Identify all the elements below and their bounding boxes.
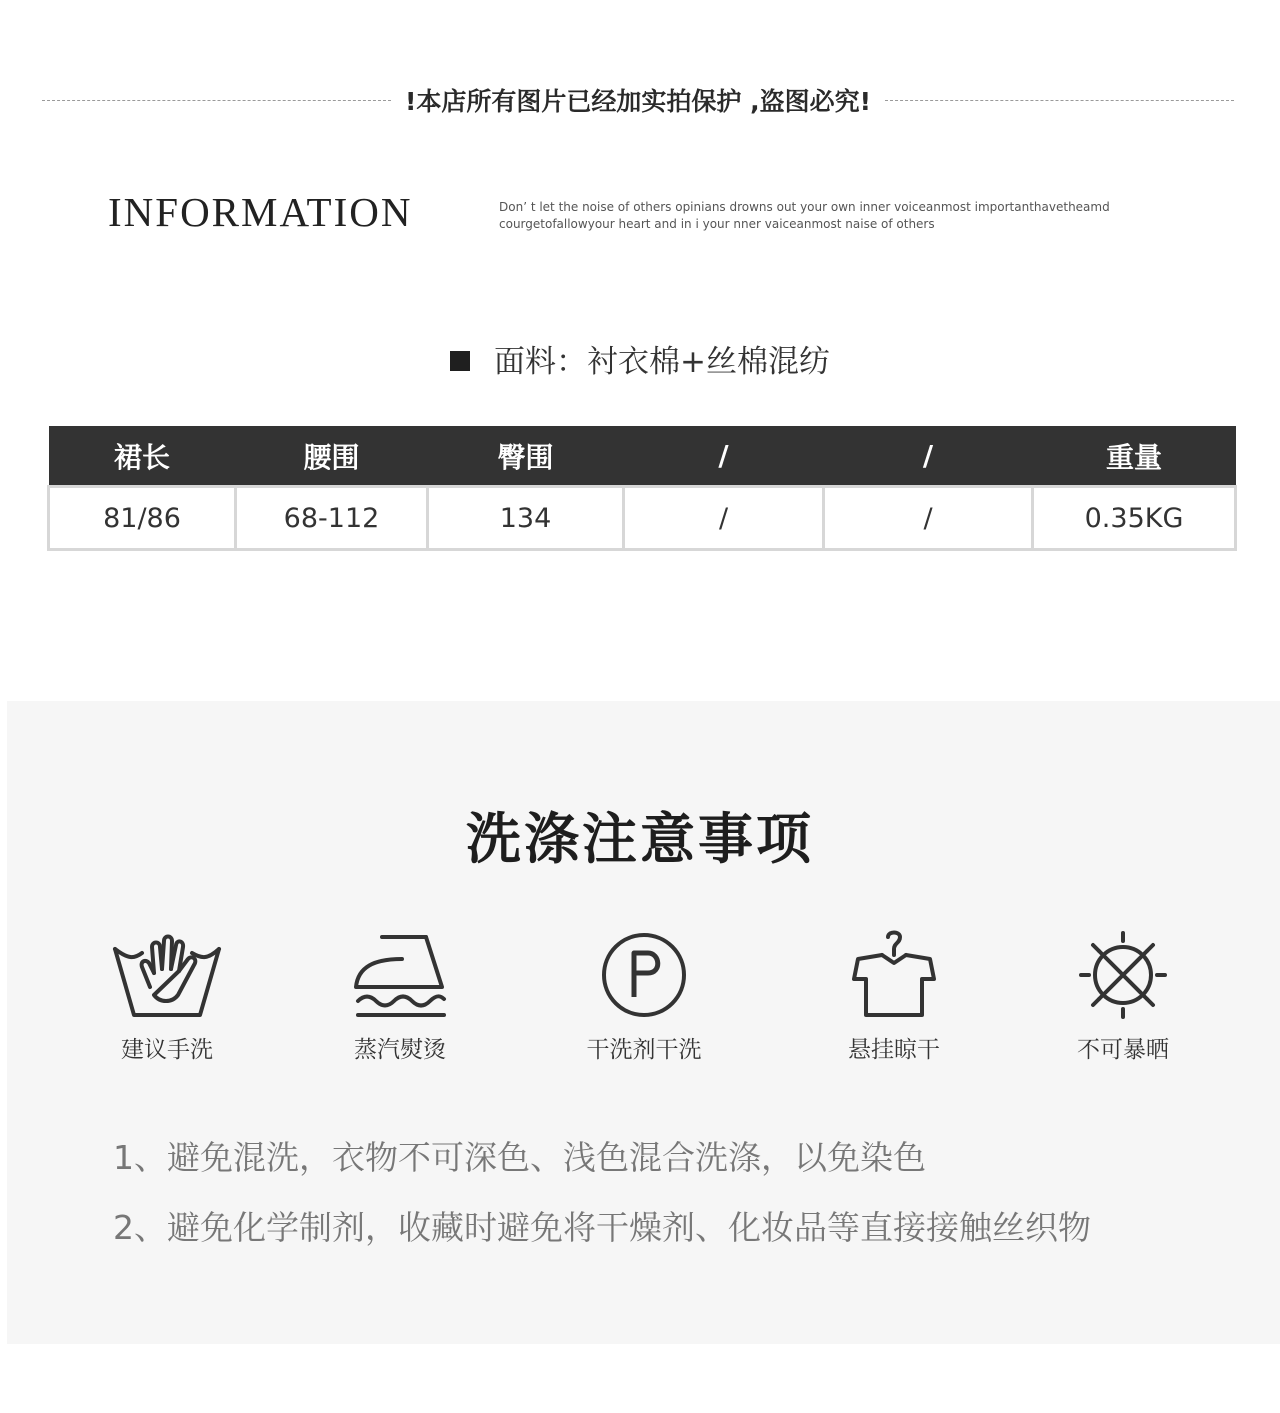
value-hip: 134 [428, 487, 624, 550]
hand-wash-icon [112, 929, 222, 1021]
header-empty-2: / [824, 426, 1033, 487]
notice-divider-left [42, 100, 391, 101]
notice-divider-right [885, 100, 1234, 101]
steam-iron-icon [350, 929, 450, 1021]
fabric-text: 面料：衬衣棉+丝棉混纺 [494, 344, 830, 380]
size-table-header [49, 426, 1236, 487]
header-empty-1: / [624, 426, 824, 487]
header-hip: 臀围 [428, 426, 624, 487]
copyright-notice [42, 78, 1234, 122]
quote-line-2: courgetofallowyour heart and in i your nner vaiceanmost naise of others [499, 217, 935, 231]
care-label-hand-wash: 建议手洗 [121, 1037, 213, 1063]
header-skirt-length: 裙长 [49, 426, 236, 487]
care-label-hang-dry: 悬挂晾干 [848, 1037, 940, 1063]
size-table [47, 426, 1237, 551]
notice-text: !本店所有图片已经加实拍保护 ,盗图必究! [405, 87, 872, 116]
fabric-info [0, 336, 1280, 381]
value-skirt-length: 81/86 [49, 487, 236, 550]
square-bullet-icon [450, 351, 470, 371]
value-weight: 0.35KG [1033, 487, 1236, 550]
no-sun-icon [1077, 929, 1169, 1021]
care-item-hand-wash [67, 929, 267, 1064]
hang-dry-icon [848, 929, 940, 1021]
quote-line-1: Don’ t let the noise of others opinians drowns out your own inner voiceanmost importanthavetheamd [499, 200, 1110, 214]
care-item-hang-dry [794, 929, 994, 1064]
dry-clean-p-icon [598, 929, 690, 1021]
care-label-steam-iron: 蒸汽熨烫 [354, 1037, 446, 1063]
care-label-dry-clean: 干洗剂干洗 [586, 1037, 702, 1063]
value-empty-1: / [624, 487, 824, 550]
care-label-no-sun: 不可暴晒 [1077, 1037, 1169, 1063]
value-waist: 68-112 [236, 487, 428, 550]
care-item-no-sun [1023, 929, 1223, 1064]
header-weight: 重量 [1033, 426, 1236, 487]
care-item-steam-iron [300, 929, 500, 1064]
care-section [7, 701, 1280, 1344]
table-row [49, 487, 1236, 550]
care-title: 洗涤注意事项 [465, 807, 814, 871]
care-note-1: 1、避免混洗，衣物不可深色、浅色混合洗涤，以免染色 [113, 1138, 926, 1177]
care-item-dry-clean [544, 929, 744, 1064]
care-note-2: 2、避免化学制剂，收藏时避免将干燥剂、化妆品等直接接触丝织物 [113, 1208, 1091, 1247]
value-empty-2: / [824, 487, 1033, 550]
information-heading: INFORMATION [108, 189, 413, 235]
information-quote [499, 199, 1199, 233]
header-waist: 腰围 [236, 426, 428, 487]
